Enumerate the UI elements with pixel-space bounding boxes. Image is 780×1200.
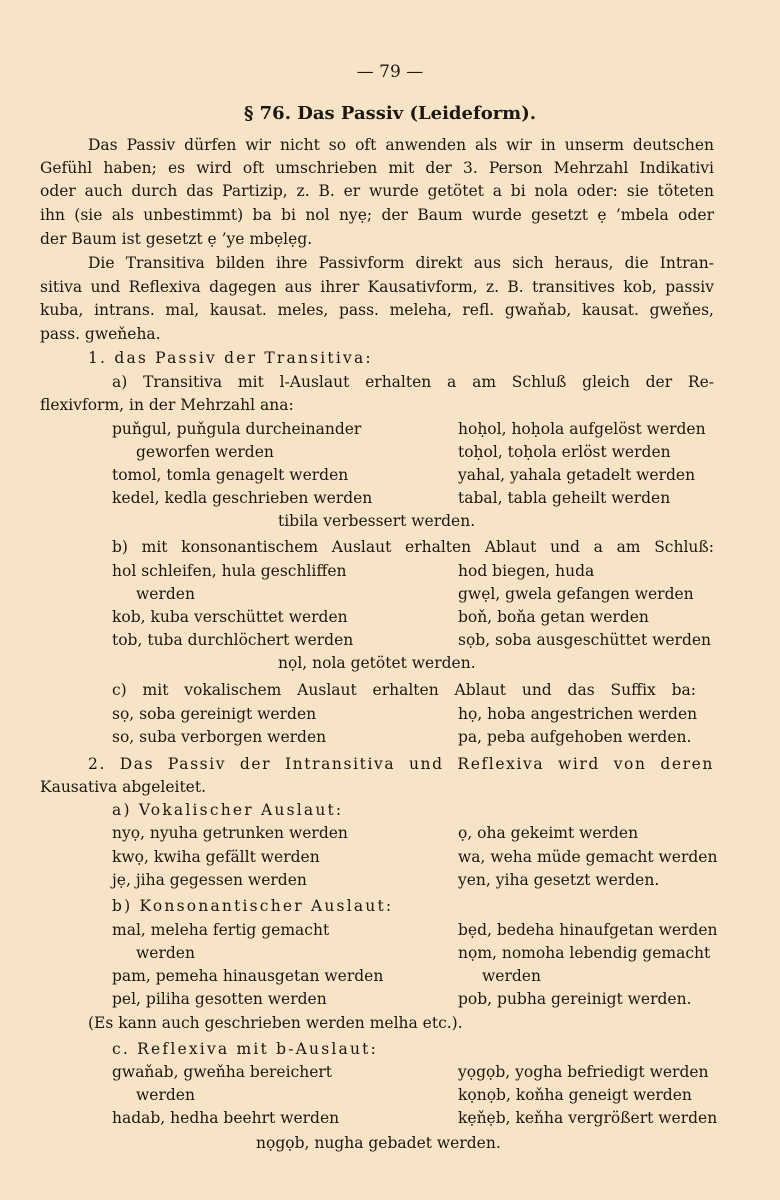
sec1-b-right-3: boň, boňa getan werden [458,608,649,626]
sec2-c-left-3: hadab, hedha beehrt werden [112,1109,340,1127]
sec2-a-right-1: ọ, oha gekeimt werden [458,824,639,842]
sec1-b-left-2: werden [136,585,195,603]
sec1-a-left-2: geworfen werden [136,443,274,461]
sec2-heading-1: 2. Das Passiv der Intransitiva und Reflexiva wird von deren [88,755,714,773]
sec1-a-left-3: tomol, tomla genagelt werden [112,466,349,484]
sec1-b-right-1: hod biegen, huda [458,562,595,580]
sec2-b-right-4: pob, pubha gereinigt werden. [458,990,692,1008]
intro-line-7: sitiva und Reflexiva dagegen aus ihrer Kausativform, z. B. transitives kob, passiv [40,278,714,296]
sec2-a-right-3: yen, yiha gesetzt werden. [458,871,660,889]
sec1-b-right-2: gwẹl, gwela gefangen werden [458,585,694,603]
sec2-b-left-3: pam, pemeha hinausgetan werden [112,967,384,985]
sec1-b-left-3: kob, kuba verschüttet werden [112,608,348,626]
sec1-c-left-1: sọ, soba gereinigt werden [112,705,317,723]
sec2-c-right-2: kọnọb, koňha geneigt werden [458,1086,692,1104]
sec1-c-right-1: họ, hoba angestrichen werden [458,705,698,723]
sec2-b-right-3: werden [482,967,541,985]
sec2-a-right-2: wa, weha müde gemacht werden [458,848,718,866]
sec1-a-right-4: tabal, tabla geheilt werden [458,489,671,507]
sec2-note: (Es kann auch geschrieben werden melha etc.). [88,1014,463,1032]
sec2-b-right-2: nọm, nomoha lebendig gemacht [458,944,711,962]
sec1-c-left-2: so, suba verborgen werden [112,728,327,746]
sec2-b-heading: b) Konsonantischer Auslaut: [112,897,394,915]
sec1-c-right-2: pa, peba aufgehoben werden. [458,728,692,746]
intro-line-4: ihn (sie als unbestimmt) ba bi nol nyẹ; der Baum wurde gesetzt ẹ ’mbela oder [40,206,714,224]
intro-line-6: Die Transitiva bilden ihre Passivform direkt aus sich heraus, die Intran- [88,254,714,272]
sec2-heading-2: Kausativa abgeleitet. [40,778,207,796]
sec1-b-left-1: hol schleifen, hula geschliffen [112,562,347,580]
sec2-c-right-3: kẹňẹb, keňha vergrößert werden [458,1109,718,1127]
sec1-a-right-3: yahal, yahala getadelt werden [458,466,696,484]
sec2-a-heading: a) Vokalischer Auslaut: [112,801,344,819]
sec2-c-left-1: gwaňab, gweňha bereichert [112,1063,333,1081]
sec2-a-left-1: nyọ, nyuha getrunken werden [112,824,348,842]
sec2-b-left-4: pel, piliha gesotten werden [112,990,327,1008]
sec1-a-right-2: toḥol, toḥola erlöst werden [458,443,671,461]
sec2-c-heading: c. Reflexiva mit b-Auslaut: [112,1040,379,1058]
sec1-a-heading-2: flexivform, in der Mehrzahl ana: [40,396,294,414]
intro-line-1: Das Passiv dürfen wir nicht so oft anwenden als wir in unserm deutschen [88,136,714,154]
sec1-heading: 1. das Passiv der Transitiva: [88,349,373,367]
sec2-b-right-1: bẹd, bedeha hinaufgetan werden [458,921,718,939]
sec1-b-left-4: tob, tuba durchlöchert werden [112,631,354,649]
sec2-a-left-3: jẹ, jiha gegessen werden [112,871,307,889]
intro-line-9: pass. gweňeha. [40,325,161,343]
sec1-b-center: nọl, nola getötet werden. [278,654,476,672]
sec2-c-left-2: werden [136,1086,195,1104]
intro-line-8: kuba, intrans. mal, kausat. meles, pass. meleha, refl. gwaňab, kausat. gweňes, [40,301,714,319]
intro-line-5: der Baum ist gesetzt ẹ ’ye mbẹlẹg. [40,230,313,248]
intro-line-2: Gefühl haben; es wird oft umschrieben mit der 3. Person Mehrzahl Indikativi [40,159,714,177]
sec1-b-right-4: sọb, soba ausgeschüttet werden [458,631,712,649]
sec1-a-left-1: puňgul, puňgula durcheinander [112,420,362,438]
sec1-a-left-4: kedel, kedla geschrieben werden [112,489,373,507]
sec2-c-right-1: yọgọb, yogha befriedigt werden [458,1063,709,1081]
sec2-c-center: nọgọb, nugha gebadet werden. [256,1134,501,1152]
intro-line-3: oder auch durch das Partizip, z. B. er wurde getötet a bi nola oder: sie töteten [40,182,714,200]
sec1-a-center: tibila verbessert werden. [278,512,476,530]
page-number: — 79 — [356,62,424,82]
sec1-a-heading-1: a) Transitiva mit l-Auslaut erhalten a am Schluß gleich der Re- [112,373,714,391]
sec2-b-left-1: mal, meleha fertig gemacht [112,921,330,939]
sec1-c-heading: c) mit vokalischem Auslaut erhalten Ablaut und das Suffix ba: [112,681,696,699]
sec2-b-left-2: werden [136,944,195,962]
sec1-b-heading: b) mit konsonantischem Auslaut erhalten Ablaut und a am Schluß: [112,538,714,556]
section-title: § 76. Das Passiv (Leideform). [243,103,537,124]
sec2-a-left-2: kwọ, kwiha gefällt werden [112,848,320,866]
sec1-a-right-1: hoḥol, hoḥola aufgelöst werden [458,420,706,438]
